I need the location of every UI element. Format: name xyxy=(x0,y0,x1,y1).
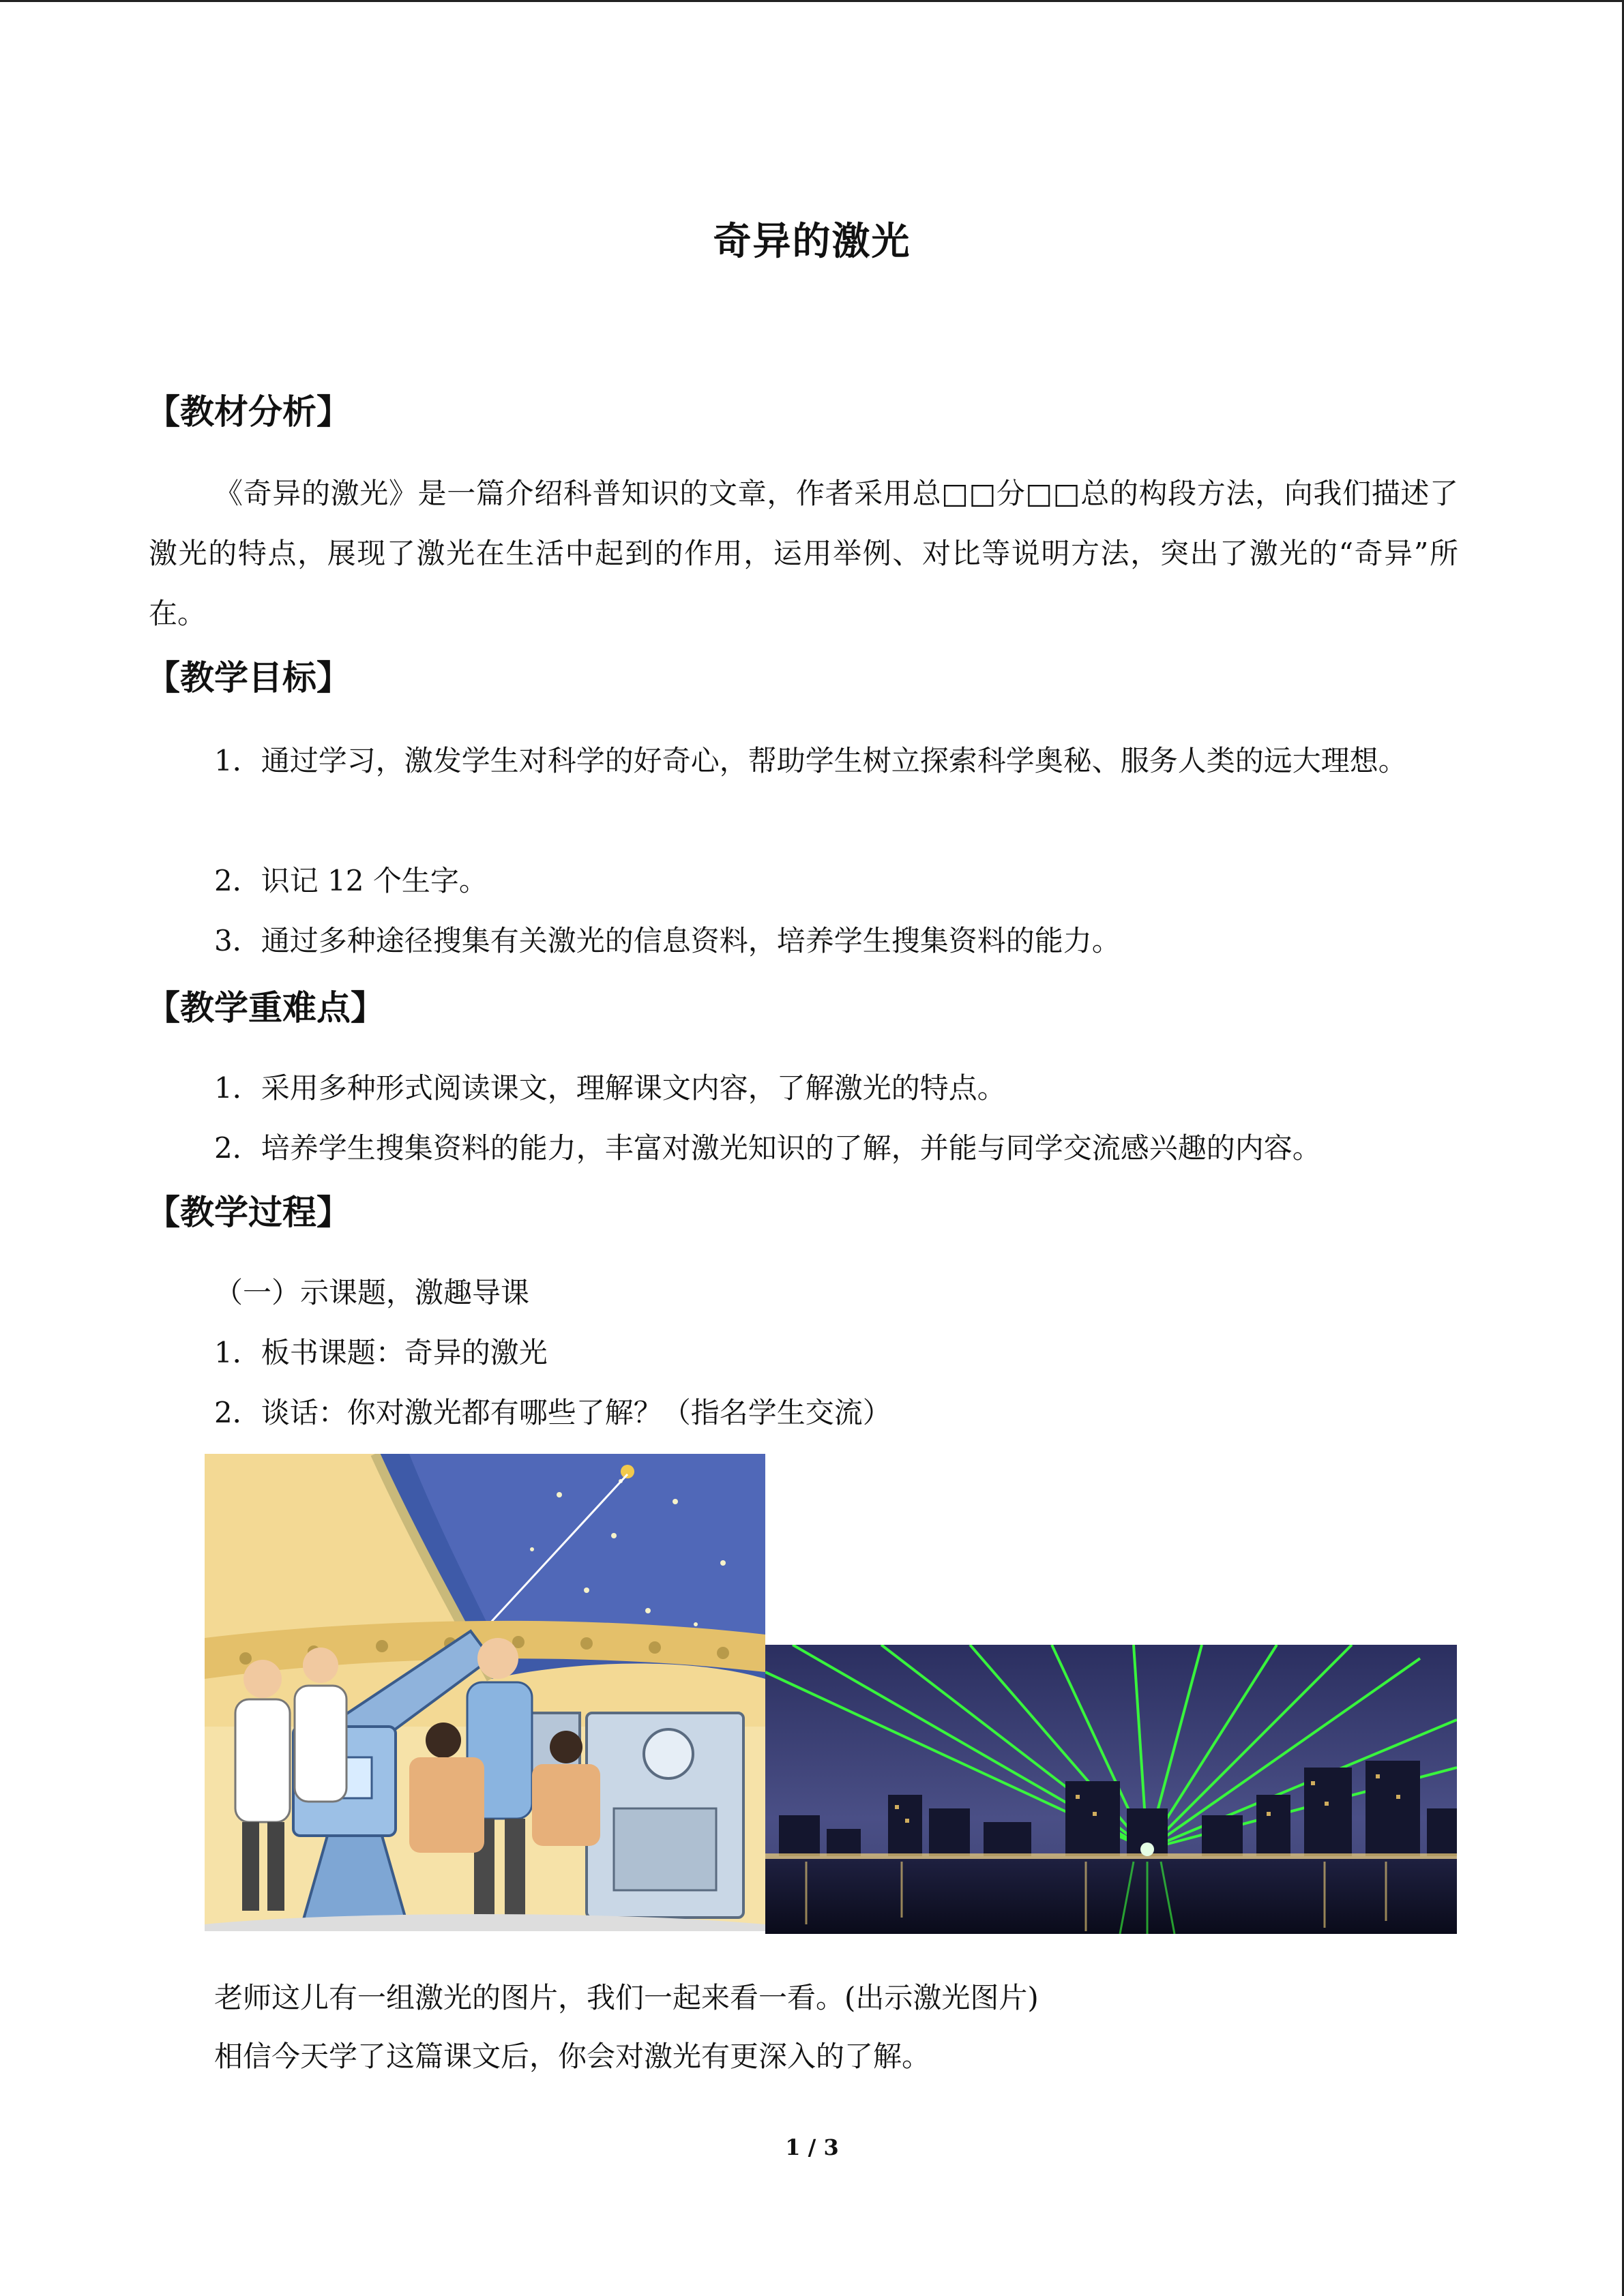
process-after-image-2: 相信今天学了这篇课文后，你会对激光有更深入的了解。 xyxy=(214,2040,931,2073)
goal-item-2: 2．识记 12 个生字。 xyxy=(214,864,488,897)
page-title: 奇异的激光 xyxy=(713,220,911,264)
key-point-2: 2．培养学生搜集资料的能力，丰富对激光知识的了解，并能与同学交流感兴趣的内容。 xyxy=(214,1131,1321,1165)
goal-item-3: 3．通过多种途径搜集有关激光的信息资料，培养学生搜集资料的能力。 xyxy=(214,924,1121,957)
process-line-1: （一）示课题，激趣导课 xyxy=(214,1276,530,1309)
heading-process: 【教学过程】 xyxy=(146,1193,351,1232)
heading-goals: 【教学目标】 xyxy=(146,658,351,698)
heading-analysis: 【教材分析】 xyxy=(146,392,351,432)
key-point-1: 1．采用多种形式阅读课文，理解课文内容，了解激光的特点。 xyxy=(214,1071,1006,1105)
heading-key-points: 【教学重难点】 xyxy=(146,988,385,1028)
process-line-2: 1．板书课题：奇异的激光 xyxy=(214,1336,548,1369)
page-number: 1 / 3 xyxy=(785,2134,839,2160)
analysis-paragraph: 《奇异的激光》是一篇介绍科普知识的文章，作者采用总□□分□□总的构段方法，向我们描述了激光的特点，展现了激光在生活中起到的作用，运用举例、对比等说明方法，突出了激光的“奇异”所在。 xyxy=(149,477,1458,630)
observatory-laser-illustration xyxy=(205,1454,765,1931)
goal-item-1: 1．通过学习，激发学生对科学的好奇心，帮助学生树立探索科学奥秘、服务人类的远大理想。 xyxy=(214,744,1407,777)
city-laser-show-photo xyxy=(765,1645,1457,1934)
process-line-3: 2．谈话：你对激光都有哪些了解？（指名学生交流） xyxy=(214,1396,891,1429)
process-after-image-1: 老师这儿有一组激光的图片，我们一起来看一看。(出示激光图片) xyxy=(214,1981,1039,2014)
